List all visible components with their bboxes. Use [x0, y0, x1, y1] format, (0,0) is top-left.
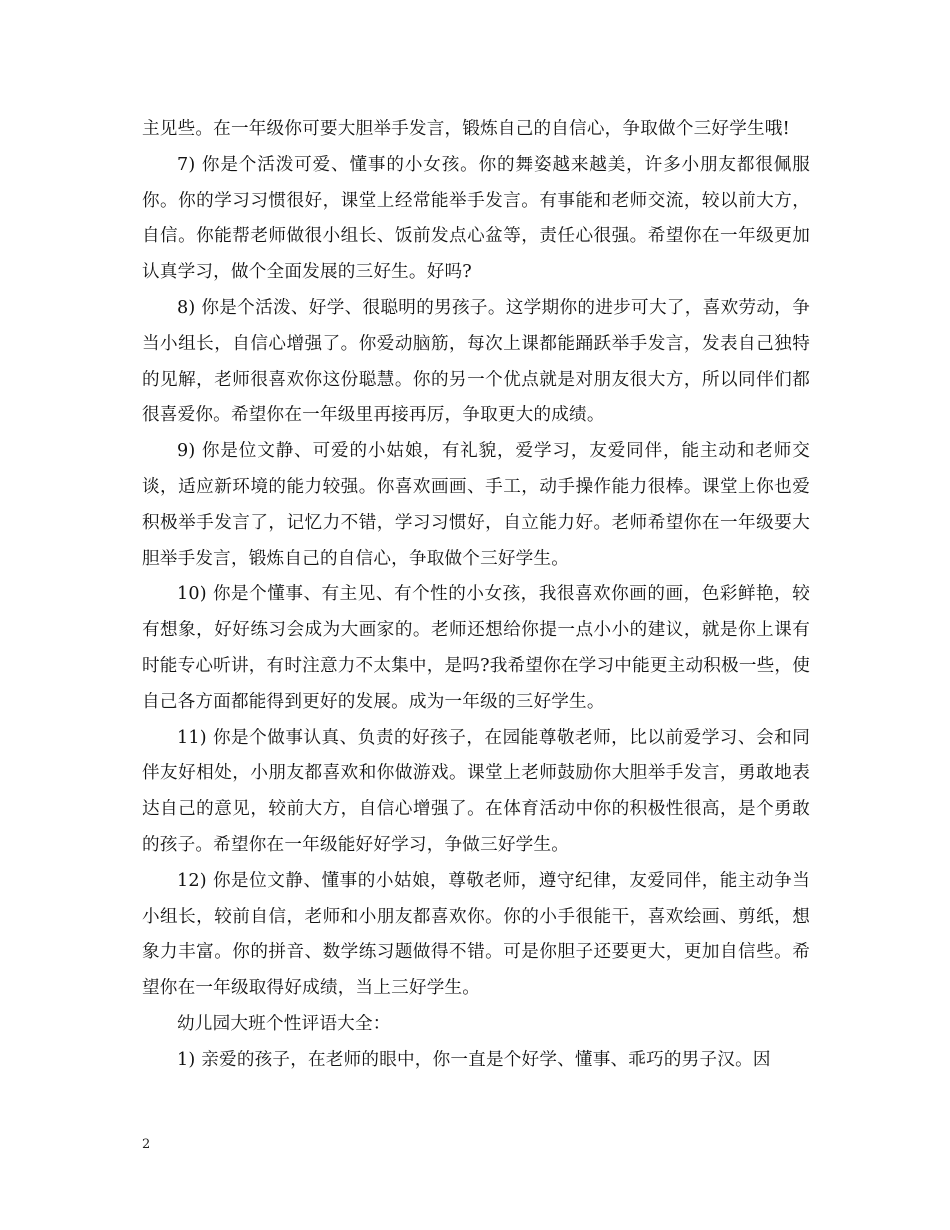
paragraph-continuation: 主见些。在一年级你可要大胆举手发言，锻炼自己的自信心，争取做个三好学生哦! — [142, 119, 790, 139]
paragraph-item-7: 7) 你是个活泼可爱、懂事的小女孩。你的舞姿越来越美，许多小朋友都很佩服你。你的学习习惯很好，课堂上经常能举手发言。有事能和老师交流，较以前大方，自信。你能帮老师做很小组长、饭前发点心盆等，责任心很强。希望你在一年级更加认真学习，做个全面发展的三好生。好吗? — [142, 154, 810, 283]
paragraph-item-8: 8) 你是个活泼、好学、很聪明的男孩子。这学期你的进步可大了，喜欢劳动，争当小组长，自信心增强了。你爱动脑筋，每次上课都能踊跃举手发言，发表自己独特的见解，老师很喜欢你这份聪慧。你的另一个优点就是对朋友很大方，所以同伴们都很喜爱你。希望你在一年级里再接再厉，争取更大的成绩。 — [142, 297, 810, 426]
paragraph-item-1: 1) 亲爱的孩子，在老师的眼中，你一直是个好学、懂事、乖巧的男子汉。因 — [177, 1049, 771, 1070]
paragraph-item-9: 9) 你是位文静、可爱的小姑娘，有礼貌，爱学习，友爱同伴，能主动和老师交谈，适应新环境的能力较强。你喜欢画画、手工，动手操作能力很棒。课堂上你也爱积极举手发言了，记忆力不错，学习习惯好，自立能力好。老师希望你在一年级要大胆举手发言，锻炼自己的自信心，争取做个三好学生。 — [142, 441, 810, 569]
document-body — [142, 112, 810, 1079]
page-number: 2 — [142, 1137, 151, 1152]
paragraph-item-12: 12) 你是位文静、懂事的小姑娘，尊敬老师，遵守纪律，友爱同伴，能主动争当小组长，较前自信，老师和小朋友都喜欢你。你的小手很能干，喜欢绘画、剪纸，想象力丰富。你的拼音、数学练习题做得不错。可是你胆子还要更大，更加自信些。希望你在一年级取得好成绩，当上三好学生。 — [142, 870, 810, 999]
paragraph-item-10: 10) 你是个懂事、有主见、有个性的小女孩，我很喜欢你画的画，色彩鲜艳，较有想象，好好练习会成为大画家的。老师还想给你提一点小小的建议，就是你上课有时能专心听讲，有时注意力不太集中，是吗?我希望你在学习中能更主动积极一些，使自己各方面都能得到更好的发展。成为一年级的三好学生。 — [142, 584, 811, 712]
section-heading: 幼儿园大班个性评语大全： — [177, 1013, 391, 1034]
paragraph-item-11: 11) 你是个做事认真、负责的好孩子，在园能尊敬老师，比以前爱学习、会和同伴友好相处，小朋友都喜欢和你做游戏。课堂上老师鼓励你大胆举手发言，勇敢地表达自己的意见，较前大方，自信心增强了。在体育活动中你的积极性很高，是个勇敢的孩子。希望你在一年级能好好学习，争做三好学生。 — [142, 727, 810, 855]
